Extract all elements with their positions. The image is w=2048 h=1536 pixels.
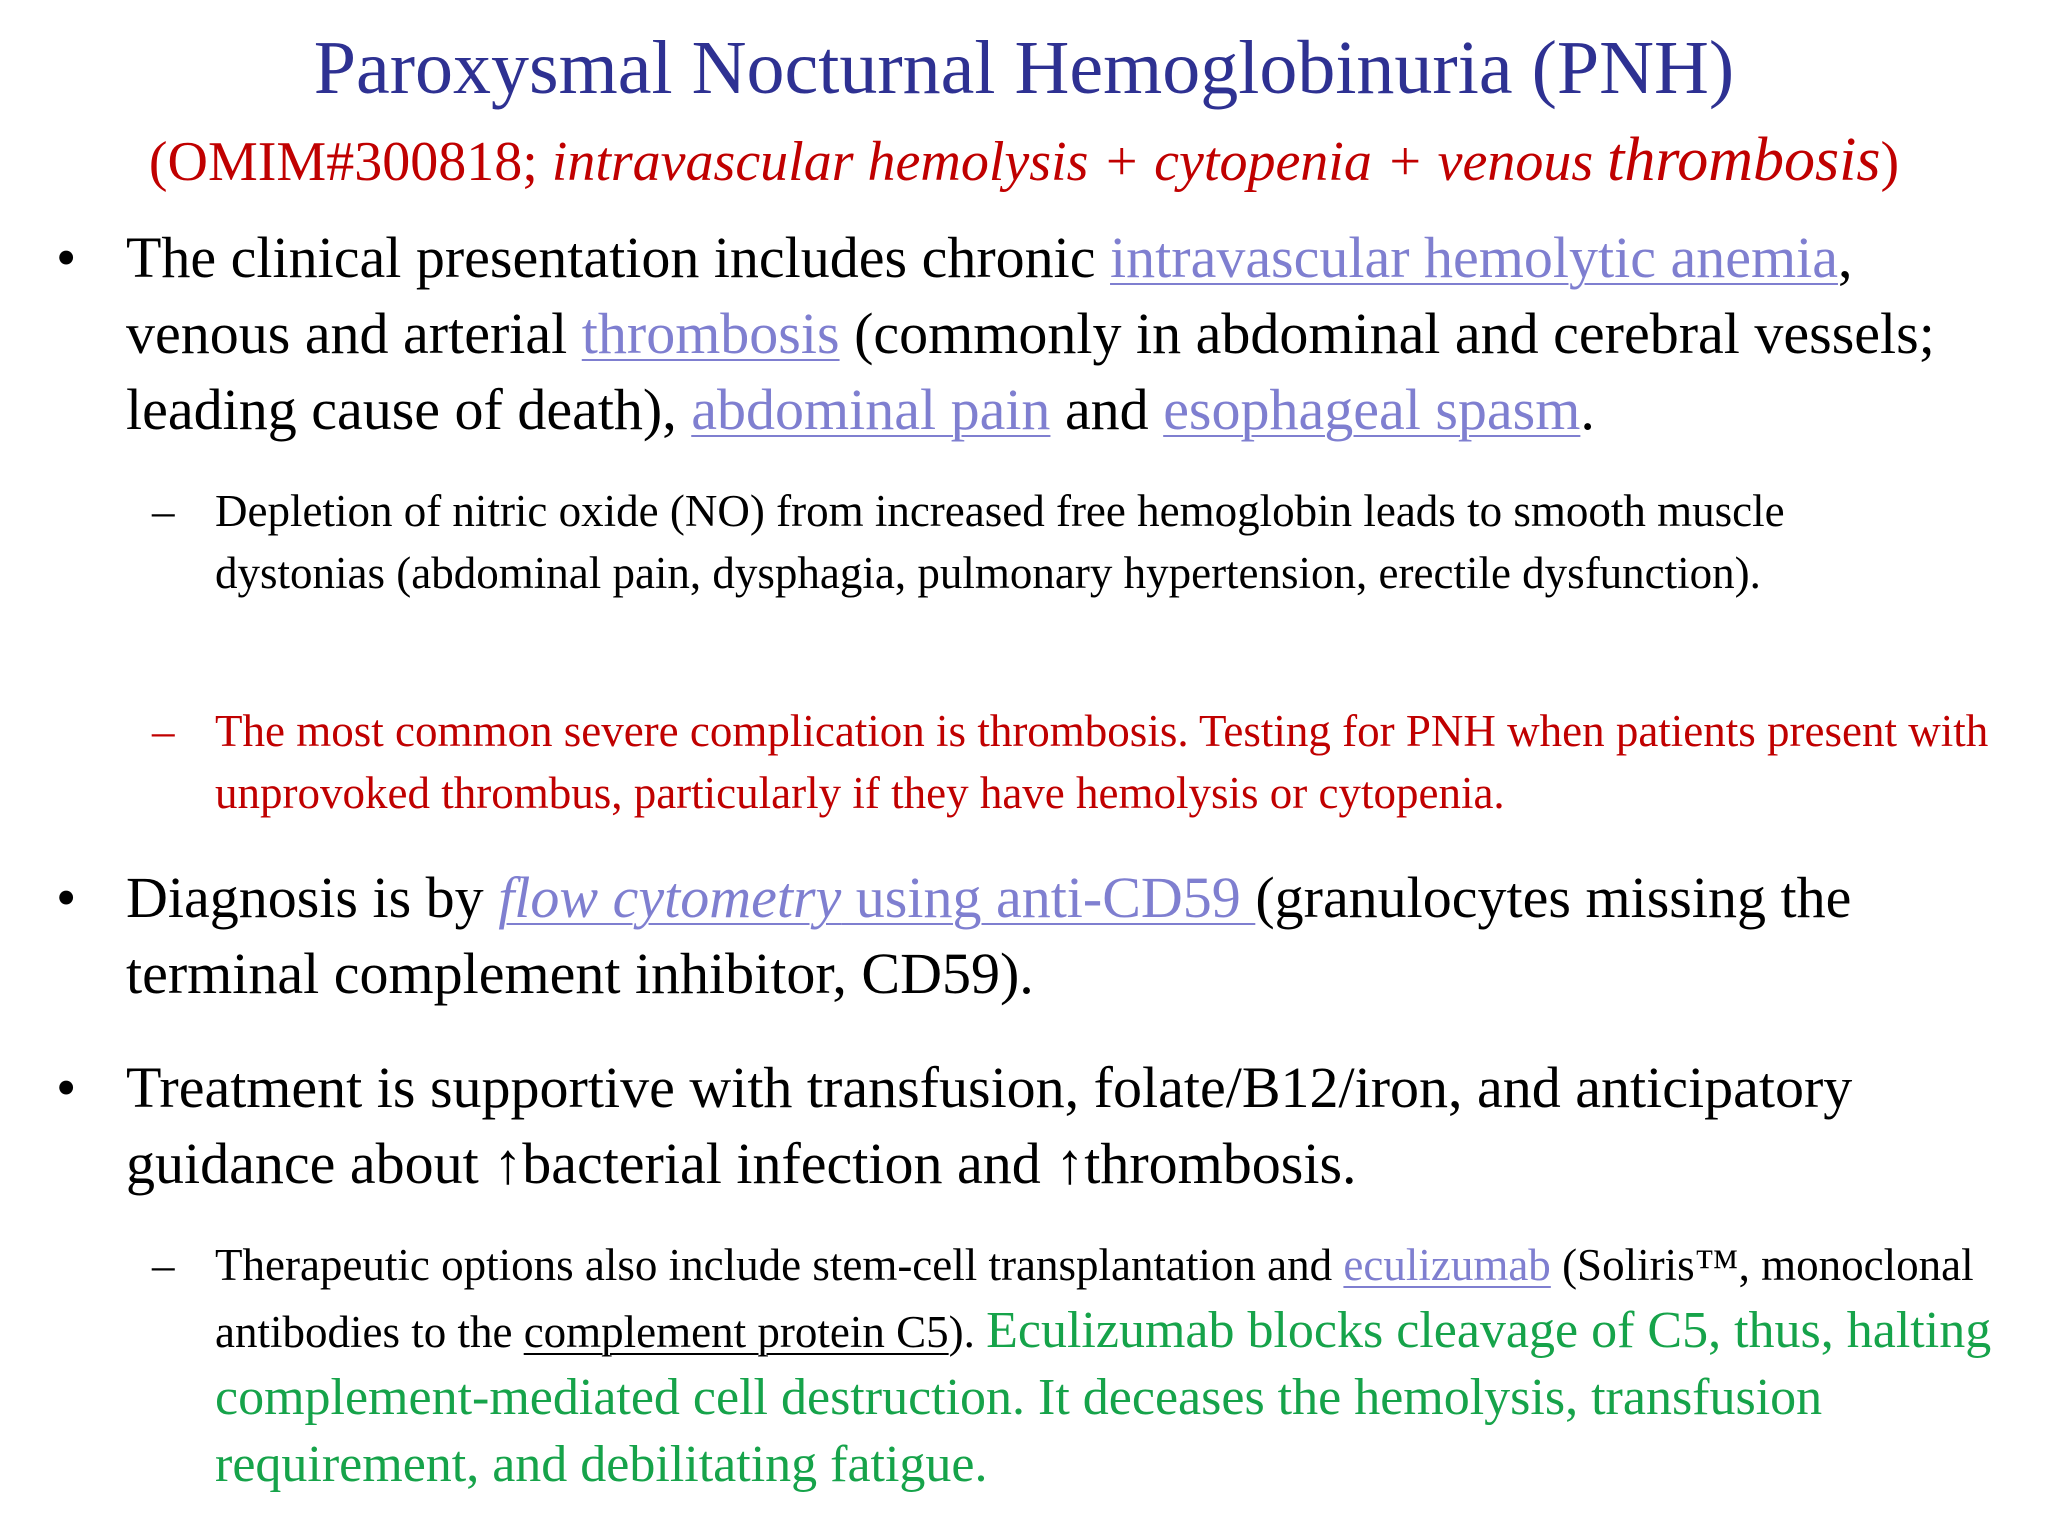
bullet-diagnosis [56, 860, 2026, 1012]
sub1-text: Depletion of nitric oxide (NO) from increased free hemoglobin leads to smooth muscle dystonias (abdominal pain, dysphagia, pulmonary hypertension, erectile dysfunction). [215, 486, 1785, 598]
dash-marker: – [152, 486, 175, 536]
sub-bullet-nitric-oxide [152, 480, 1915, 604]
link-flow-cytometry-italic: flow cytometry [498, 865, 842, 930]
bullet1-text-2: , venous and arterial [126, 225, 1853, 366]
bullet-marker: • [56, 1055, 77, 1120]
bullet1-text-3: (commonly in abdominal and cerebral vessels; leading cause of death), [126, 301, 1935, 442]
slide-subtitle [0, 120, 2048, 202]
complement-protein-c5: complement protein C5 [523, 1307, 949, 1357]
bullet-treatment [56, 1050, 2026, 1202]
bullet1-text-4: and [1050, 377, 1164, 442]
slide-title: Paroxysmal Nocturnal Hemoglobinuria (PNH) [313, 26, 1735, 110]
link-eculizumab[interactable]: eculizumab [1343, 1240, 1551, 1290]
subtitle-features: intravascular hemolysis + cytopenia + venous [551, 131, 1608, 193]
link-abdominal-pain[interactable]: abdominal pain [691, 377, 1051, 442]
bullet3-text: Treatment is supportive with transfusion, folate/B12/iron, and anticipatory guidance about ↑bacterial infection and ↑thrombosis. [126, 1055, 1853, 1196]
subtitle-close: ) [1880, 131, 1900, 193]
link-thrombosis[interactable]: thrombosis [581, 301, 840, 366]
bullet-marker: • [56, 865, 77, 930]
sub2-text: The most common severe complication is thrombosis. Testing for PNH when patients present with unprovoked thrombus, particularly if they have hemolysis or cytopenia. [215, 706, 1989, 818]
sub-bullet-complication [152, 700, 2025, 824]
sub-bullet-therapeutic-options [152, 1232, 2015, 1499]
link-esophageal-spasm[interactable]: esophageal spasm [1163, 377, 1581, 442]
dash-marker: – [152, 706, 175, 756]
bullet1-text-5: . [1580, 377, 1595, 442]
subtitle-thrombosis: thrombosis [1607, 126, 1881, 194]
bullet-marker: • [56, 225, 77, 290]
link-flow-cytometry-rest: using anti-CD59 [841, 865, 1256, 930]
sub3-text-1: Therapeutic options also include stem-cell transplantation and [215, 1240, 1344, 1290]
bullet2-text-2: (granulocytes missing the terminal complement inhibitor, CD59). [126, 865, 1852, 1006]
bullet1-text-1: The clinical presentation includes chronic [126, 225, 1111, 290]
sub3-green-text: Eculizumab blocks cleavage of C5, thus, halting complement-mediated cell destruction. It deceases the hemolysis, transfusion requirement, and debilitating fatigue. [215, 1302, 1992, 1493]
sub3-text-2: (Soliris™, monoclonal antibodies to the [215, 1240, 1974, 1357]
link-intravascular-hemolytic-anemia[interactable]: intravascular hemolytic anemia [1110, 225, 1838, 290]
subtitle-omim: (OMIM#300818; [148, 131, 552, 193]
sub3-text-3: ). [948, 1307, 987, 1357]
link-flow-cytometry[interactable] [498, 865, 1255, 930]
bullet-clinical-presentation [56, 220, 2026, 448]
bullet2-text-1: Diagnosis is by [126, 865, 499, 930]
dash-marker: – [152, 1240, 175, 1290]
